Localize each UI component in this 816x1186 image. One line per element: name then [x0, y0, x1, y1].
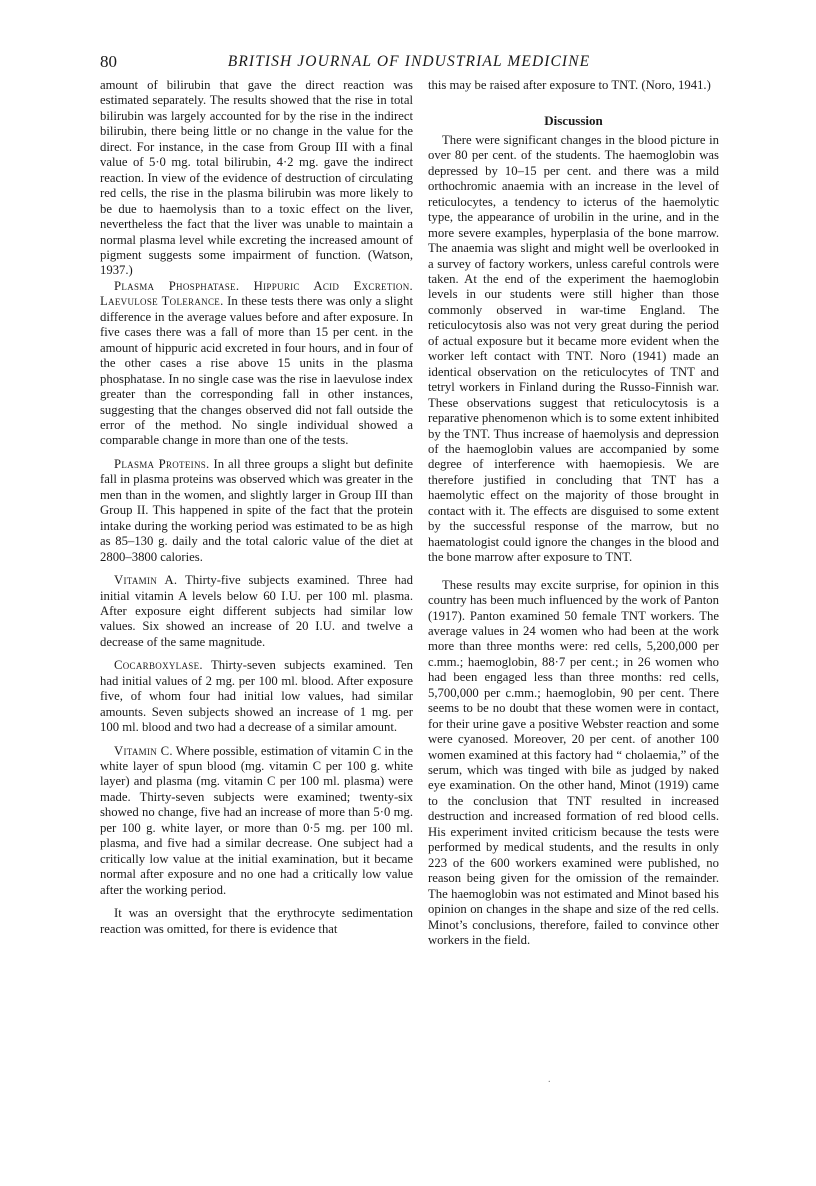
cocarboxylase-heading: Cocarboxylase.	[114, 658, 203, 673]
plasma-proteins-text: In all three groups a slight but definite fall in plasma proteins was observed which was greater in the men than in the women, and slightly larger in Group III than Group II. This happened in spite of the fact that the protein intake during the working period was estimated to be as high as 85–130 g. daily and the total caloric value of the diet at 2800–3800 calories.	[100, 456, 413, 564]
phosphatase-heading: Plasma Phosphatase. Hippuric Acid Excretion. Laevulose Tolerance.	[100, 278, 413, 309]
stray-mark: .	[548, 1074, 551, 1085]
discussion-heading: Discussion	[544, 113, 603, 129]
discussion-paragraph-2: These results may excite surprise, for opinion in this country has been much influenced by the work of Panton (1917). Panton examined 50 female TNT workers. The average values in 24 women who had been at the work more than three months were: red cells, 5,200,000 per c.mm.; haemoglobin, 88·7 per cent.; in 26 women who had been engaged less than three months: red cells, 5,700,000 per c.mm.; haemoglobin, 90 per cent. There seems to be no doubt that these women were in contact, for their urine gave a positive Webster reaction and some were cyanosed. Moreover, 20 per cent. of another 100 women examined at this factory had “ cholaemia,” of the serum, which was tinged with bile as judged by naked eye examination. On the other hand, Minot (1919) came to the conclusion that TNT resulted in increased destruction and increased formation of red blood cells. His experiment invited criticism because the tests were performed by medical students, and the results in only 223 of the 600 workers examined were published, no reason being given for the omission of the remainder. The haemoglobin was not estimated and Minot based his opinion on changes in the shape and size of the red cells. Minot’s conclusions, therefore, failed to convince other workers in the field.	[428, 577, 719, 948]
vitamin-c-heading: Vitamin C.	[114, 743, 173, 758]
discussion-paragraph-1: There were significant changes in the blood picture in over 80 per cent. of the students. The haemoglobin was depressed by 10–15 per cent. and there was a mild orthochromic anaemia with an increase in the level of reticulocytes, a tendency to icterus of the haemolytic type, the appearance of urobilin in the urine, and in the more severe examples, hyperplasia of the bone marrow. The anaemia was slight and might well be overlooked in a survey of factory workers, unless careful controls were taken. At the end of the experiment the haemoglobin levels in our students were still higher than those commonly observed in war-time England. The reticulocytosis also was not very great during the period of actual exposure but it became more evident when the worker left contact with TNT. Noro (1941) made an identical observation on the reticulocytes of TNT and tetryl workers in Finland during the Russo-Finnish war. These observations suggest that reticulocytosis is a reparative phenomenon which is to some extent inhibited by the TNT. Thus increase of haemolysis and depression of the haemoglobin values are accompanied by some degree of interference with haemopiesis. We are therefore justified in concluding that TNT has a haemolytic effect on the majority of those brought in contact with it. The effects are disguised to some extent by the successful response of the marrow, but no haematologist could ignore the changes in the blood and the bone marrow after exposure to TNT.	[428, 132, 719, 565]
vitamin-a-text: Thirty-five subjects examined. Three had initial vitamin A levels below 60 I.U. per 100 ml. plasma. After exposure eight different subjects had similar low values. Six showed an increase of 20 I.U. and twelve a decrease of the same magnitude.	[100, 573, 413, 649]
left-column	[100, 78, 413, 937]
phosphatase-paragraph	[100, 279, 413, 449]
plasma-proteins-heading: Plasma Proteins.	[114, 456, 210, 471]
page-header	[100, 52, 718, 74]
phosphatase-text: In these tests there was only a slight difference in the average values before and after exposure. In five cases there was a fall of more than 15 per cent. in the amount of hippuric acid excreted in four hours, and in four of the other cases a rise above 15 units in the plasma phosphatase. In no single case was the rise in laevulose index greater than the corresponding fall in other instances, suggesting that the changes observed did not fall outside the error of the method. No single individual showed a comparable change in more than one of the tests.	[100, 294, 414, 448]
vitamin-c-text: Where possible, estimation of vitamin C in the white layer of spun blood (mg. vitamin C per 100 g. white layer) and plasma (mg. vitamin C per 100 ml. plasma) were made. Thirty-seven subjects were examined; twenty-six showed no change, five had an increase of more than 5·0 mg. per 100 g. white layer, or more than 0·5 mg. per 100 ml. plasma, and five had a similar decrease. One subject had a critically low value at the initial examination, but it became normal after exposure and no one had a critically low value after the working period.	[100, 743, 414, 897]
cocarboxylase-text: Thirty-seven subjects examined. Ten had initial values of 2 mg. per 100 ml. blood. After exposure five, of whom four had initial low values, had similar amounts. Seven subjects showed an increase of 1 mg. per 100 ml. blood and two had a decrease of a similar amount.	[100, 658, 413, 735]
page-number: 80	[100, 52, 117, 71]
cocarboxylase-paragraph	[100, 658, 413, 735]
bilirubin-paragraph: amount of bilirubin that gave the direct reaction was estimated separately. The results showed that the rise in total bilirubin was largely accounted for by the rise in the indirect bilirubin, there being little or no change in the value for the direct. For instance, in the case from Group III with a final value of 5·0 mg. total bilirubin, 4·2 mg. gave the indirect reaction. In view of the evidence of destruction of circulating red cells, the rise in the plasma bilirubin was more likely to be due to haemolysis than to a toxic effect on the liver, nevertheless the fact that the liver was unable to maintain a normal plasma level while excreting the increased amount of pigment suggests some impairment of function. (Watson, 1937.)	[100, 78, 413, 278]
plasma-proteins-paragraph	[100, 457, 413, 565]
continued-paragraph: this may be raised after exposure to TNT. (Noro, 1941.)	[428, 78, 711, 92]
sedimentation-paragraph: It was an oversight that the erythrocyte sedimentation reaction was omitted, for there is evidence that	[100, 906, 413, 936]
vitamin-a-heading: Vitamin A.	[114, 573, 178, 588]
right-column	[428, 78, 719, 948]
vitamin-a-paragraph	[100, 573, 413, 650]
vitamin-c-paragraph	[100, 744, 413, 899]
journal-title: BRITISH JOURNAL OF INDUSTRIAL MEDICINE	[227, 53, 591, 70]
